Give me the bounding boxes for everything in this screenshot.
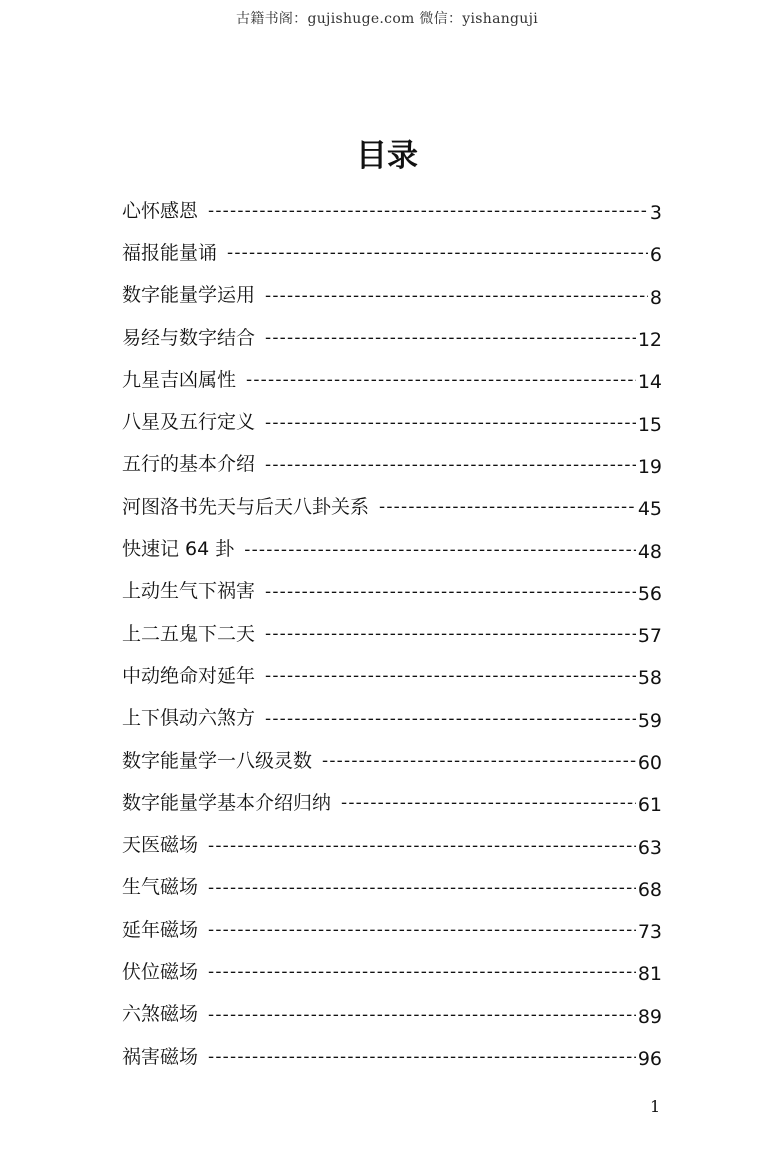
toc-entry-label: 福报能量诵 <box>122 241 218 264</box>
toc-entry[interactable] <box>122 484 662 526</box>
toc-entry-label: 中动绝命对延年 <box>122 664 256 687</box>
toc-entry-page: 14 <box>637 371 662 394</box>
toc-entry-label: 八星及五行定义 <box>122 411 256 434</box>
toc-entry[interactable] <box>122 188 662 230</box>
toc-entry-label: 六煞磁场 <box>122 1003 199 1026</box>
dot-leader <box>227 243 648 263</box>
toc-entry-page: 61 <box>637 794 662 817</box>
toc-entry[interactable] <box>122 822 662 864</box>
toc-entry-label: 伏位磁场 <box>122 960 199 983</box>
toc-entry[interactable] <box>122 949 662 991</box>
dot-leader <box>208 1047 636 1067</box>
dot-leader <box>208 962 636 982</box>
dot-leader <box>265 709 636 729</box>
dot-leader <box>379 497 636 517</box>
toc-entry-label: 易经与数字结合 <box>122 326 256 349</box>
toc-entry-page: 96 <box>637 1048 662 1071</box>
toc-entry-page: 19 <box>637 455 662 478</box>
toc-entry-page: 12 <box>637 329 662 352</box>
toc-entry[interactable] <box>122 780 662 822</box>
toc-entry[interactable] <box>122 315 662 357</box>
toc-entry[interactable] <box>122 907 662 949</box>
dot-leader <box>246 370 636 390</box>
toc-entry-label: 九星吉凶属性 <box>122 368 237 391</box>
toc-entry-label: 五行的基本介绍 <box>122 453 256 476</box>
toc-entry-page: 60 <box>637 752 662 774</box>
toc-entry[interactable] <box>122 273 662 315</box>
toc-entry-page: 81 <box>637 963 662 986</box>
toc-entry-page: 48 <box>637 540 662 563</box>
toc-entry-page: 6 <box>649 244 662 267</box>
toc-entry[interactable] <box>122 653 662 695</box>
page-number: 1 <box>650 1097 661 1116</box>
toc-entry-page: 15 <box>637 413 662 436</box>
toc-entry[interactable] <box>122 865 662 907</box>
toc-entry-page: 56 <box>637 582 662 605</box>
toc-entry-label: 上动生气下祸害 <box>122 580 256 603</box>
watermark-text: 古籍书阁：gujishuge.com 微信：yishanguji <box>235 11 539 27</box>
toc-entry-page: 63 <box>637 836 662 859</box>
toc-entry-page: 8 <box>649 286 662 309</box>
toc-entry-page: 57 <box>637 625 662 648</box>
toc-entry-label: 数字能量学一八级灵数 <box>122 749 313 772</box>
dot-leader <box>208 878 636 898</box>
page-title: 目录 <box>356 138 418 174</box>
dot-leader <box>265 413 636 433</box>
toc-entry[interactable] <box>122 442 662 484</box>
toc-entry-page: 59 <box>637 709 662 732</box>
toc-entry-page: 73 <box>637 921 662 944</box>
dot-leader <box>322 751 636 771</box>
toc-entry-label: 数字能量学运用 <box>122 284 256 307</box>
toc-entry-label: 生气磁场 <box>122 876 199 899</box>
toc-entry-label: 数字能量学基本介绍归纳 <box>122 791 332 814</box>
toc-entry-page: 68 <box>637 878 662 901</box>
toc-entry[interactable] <box>122 399 662 441</box>
toc-entry-page: 45 <box>637 498 662 521</box>
toc-entry-label: 延年磁场 <box>122 918 199 941</box>
toc-entry-label: 河图洛书先天与后天八卦关系 <box>122 495 370 518</box>
toc-entry[interactable] <box>122 526 662 568</box>
dot-leader <box>265 455 636 475</box>
toc-entry[interactable] <box>122 738 662 780</box>
table-of-contents <box>122 188 662 1076</box>
toc-entry[interactable] <box>122 357 662 399</box>
toc-entry-label: 上下俱动六煞方 <box>122 707 256 730</box>
toc-entry-label: 天医磁场 <box>122 834 199 857</box>
toc-entry[interactable] <box>122 230 662 272</box>
toc-entry-label: 祸害磁场 <box>122 1045 199 1068</box>
toc-entry[interactable] <box>122 611 662 653</box>
toc-entry-page: 58 <box>637 667 662 690</box>
toc-entry[interactable] <box>122 992 662 1034</box>
dot-leader <box>341 793 636 813</box>
dot-leader <box>208 1005 636 1025</box>
toc-entry-label: 快速记 64 卦 <box>122 538 235 561</box>
dot-leader <box>244 540 636 560</box>
dot-leader <box>208 836 636 856</box>
dot-leader <box>265 624 636 644</box>
toc-entry-page: 89 <box>637 1005 662 1028</box>
toc-entry[interactable] <box>122 696 662 738</box>
dot-leader <box>265 328 636 348</box>
dot-leader <box>265 582 636 602</box>
dot-leader <box>265 286 648 306</box>
dot-leader <box>208 201 648 221</box>
toc-entry[interactable] <box>122 569 662 611</box>
dot-leader <box>208 920 636 940</box>
toc-entry-label: 上二五鬼下二天 <box>122 622 256 645</box>
toc-entry-label: 心怀感恩 <box>122 199 199 222</box>
toc-entry[interactable] <box>122 1034 662 1076</box>
toc-entry-page: 3 <box>649 202 662 225</box>
dot-leader <box>265 666 636 686</box>
